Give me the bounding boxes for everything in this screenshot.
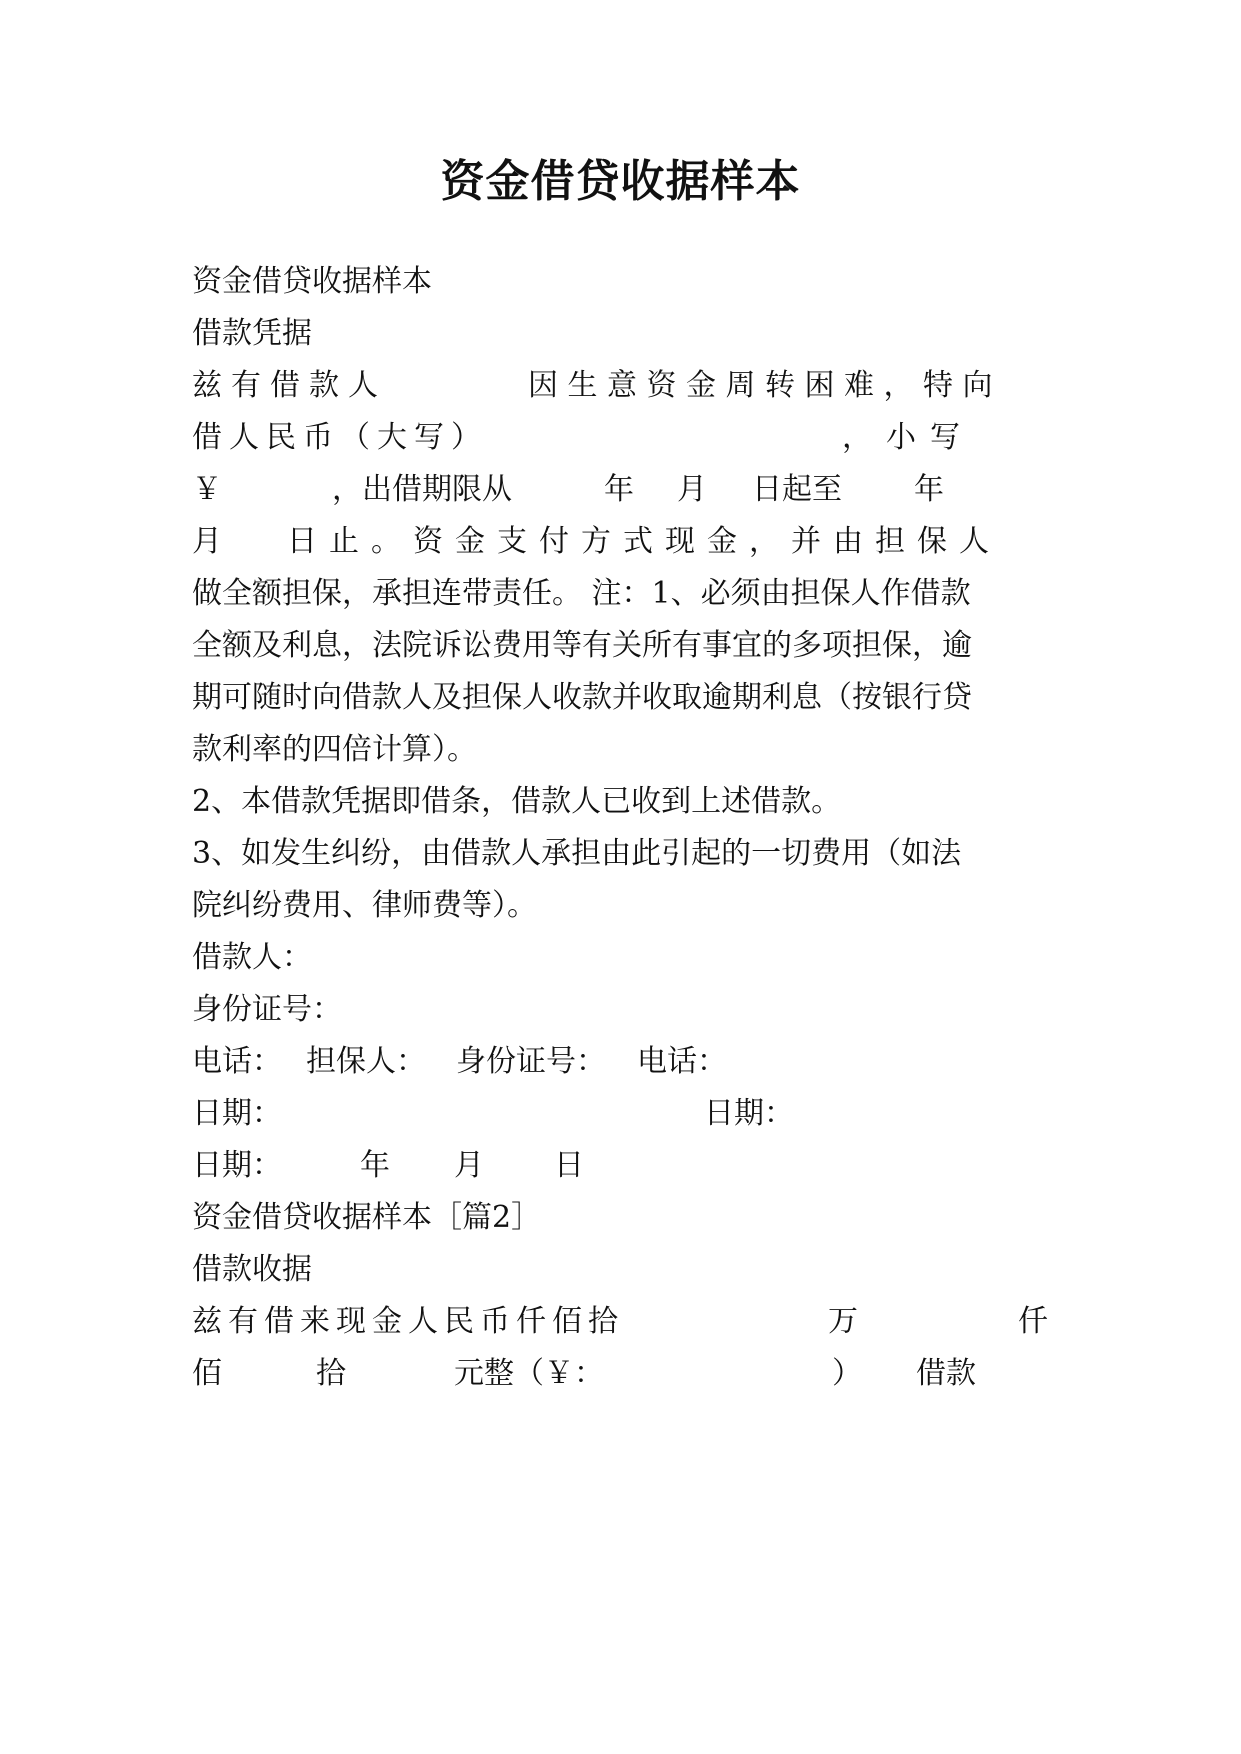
start-month-label: 月 <box>677 472 707 507</box>
guarantee-text: 做全额担保，承担连带责任。 注：1、必须由担保人作借款 <box>192 576 971 611</box>
id-number-label: 身份证号： <box>192 992 342 1027</box>
month-label: 月 <box>454 1148 484 1183</box>
start-year-label: 年 <box>604 472 634 507</box>
ten-label: 拾 <box>316 1356 346 1391</box>
guarantor-date-label: 日期： <box>704 1096 794 1131</box>
amount-figures-label: ，小写 <box>842 420 974 455</box>
clause-3: 3、如发生纠纷，由借款人承担由此引起的一切费用（如法 <box>192 836 962 871</box>
guarantor-id-label: 身份证号： <box>456 1044 606 1079</box>
voucher-title: 借款凭据 <box>192 316 312 351</box>
amount-words-label: 借人民币（大写） <box>192 420 488 455</box>
borrower-signature-label: 借款人： <box>192 940 312 975</box>
receipt-amount-text: 兹有借来现金人民币仟佰拾 <box>192 1304 624 1339</box>
closing-paren: ） <box>832 1356 862 1391</box>
document-title: 资金借贷收据样本 <box>440 156 801 207</box>
yuan-label: 元整（￥： <box>454 1356 604 1391</box>
receipt-title: 借款收据 <box>192 1252 312 1287</box>
payment-method-text: 日止。资金支付方式现金，并由担保人 <box>287 524 1001 559</box>
section-heading: 资金借贷收据样本 <box>192 264 432 299</box>
guarantor-phone-label: 电话： <box>637 1044 727 1079</box>
yuan-sign: ￥ <box>192 472 222 507</box>
note-text: 款利率的四倍计算）。 <box>192 732 477 767</box>
clause-2: 2、本借款凭据即借条，借款人已收到上述借款。 <box>192 784 842 819</box>
note-text: 期可随时向借款人及担保人收款并收取逾期利息（按银行贷 <box>192 680 972 715</box>
thousand-label: 仟 <box>1018 1304 1048 1339</box>
loan-period-label: ，出借期限从 <box>332 472 512 507</box>
end-month-label: 月 <box>192 524 222 559</box>
start-day-label: 日起至 <box>752 472 842 507</box>
end-year-label: 年 <box>914 472 944 507</box>
section-2-heading: 资金借贷收据样本［篇2］ <box>192 1200 542 1235</box>
borrower-date-label: 日期： <box>192 1096 282 1131</box>
note-text: 全额及利息，法院诉讼费用等有关所有事宜的多项担保，逾 <box>192 628 972 663</box>
date-label: 日期： <box>192 1148 282 1183</box>
day-label: 日 <box>554 1148 584 1183</box>
clause-3-continued: 院纠纷费用、律师费等）。 <box>192 888 537 923</box>
borrower-intro: 兹有借款人 <box>192 368 387 403</box>
borrower-reason: 因生意资金周转困难，特向 <box>528 368 1002 403</box>
year-label: 年 <box>360 1148 390 1183</box>
hundred-label: 佰 <box>192 1356 222 1391</box>
phone-label: 电话： <box>192 1044 282 1079</box>
ten-thousand-label: 万 <box>828 1304 858 1339</box>
loan-label: 借款 <box>916 1356 976 1391</box>
guarantor-label: 担保人： <box>306 1044 426 1079</box>
